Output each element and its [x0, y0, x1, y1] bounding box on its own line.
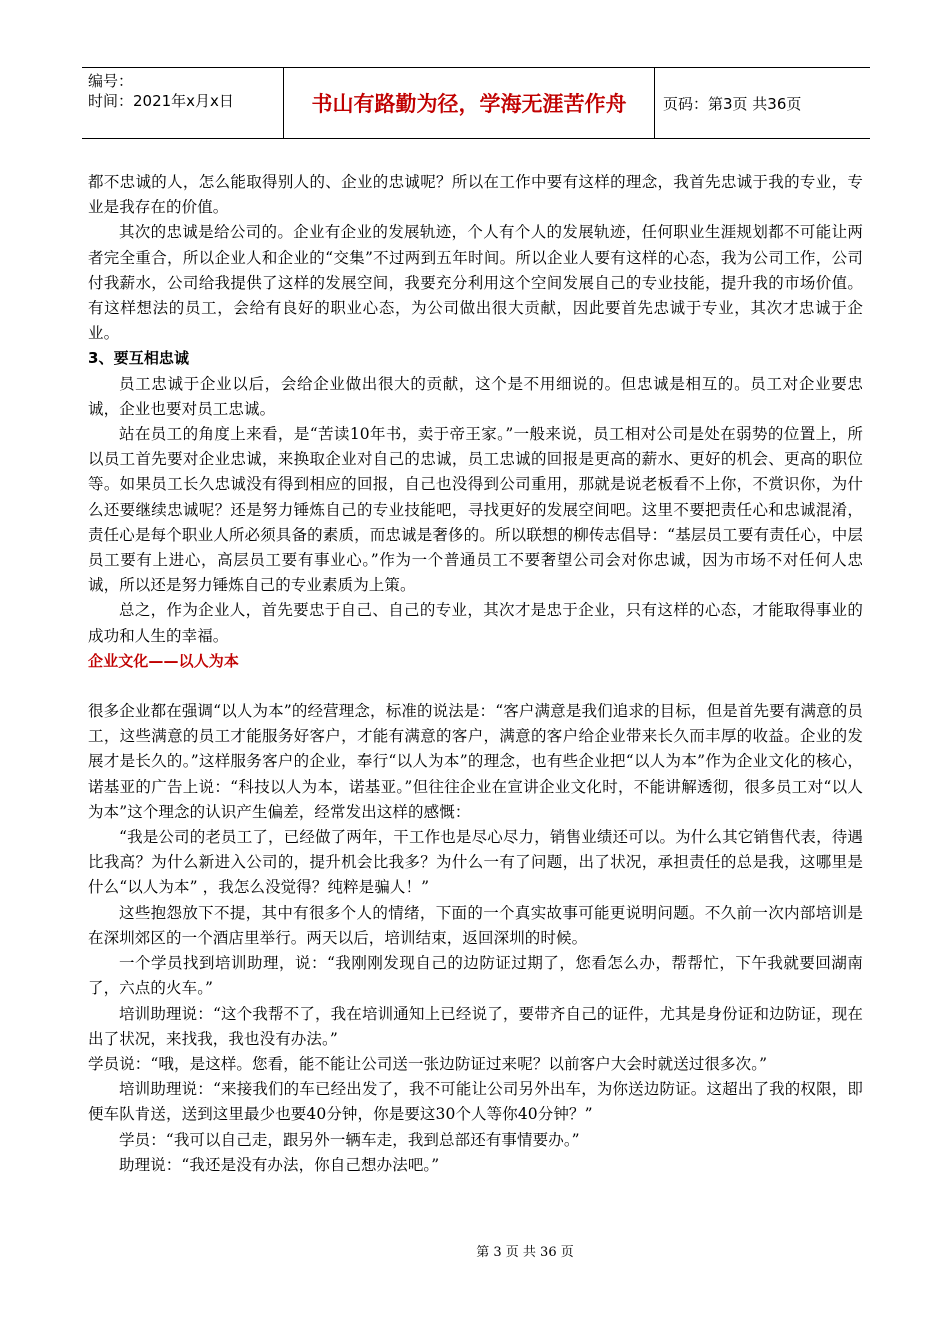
- header-page-info: 页码：第3页 共36页: [663, 94, 802, 113]
- paragraph: 很多企业都在强调“以人为本”的经营理念，标准的说法是：“客户满意是我们追求的目标，但是首先要有满意的员工，这些满意的员工才能服务好客户，才能有满意的客户，满意的客户给企业带来长久而丰厚的收益。企业的发展才是长久的。”这样服务客户的企业，奉行“以人为本”的理念，也有些企业把“以人为本”作为企业文化的核心，诺基亚的广告上说：“科技以人为本，诺基亚。”但往往企业在宣讲企业文化时，不能讲解透彻，很多员工对“以人为本”这个理念的认识产生偏差，经常发出这样的感慨：: [88, 702, 863, 821]
- paragraph: 一个学员找到培训助理，说：“我刚刚发现自己的边防证过期了，您看怎么办，帮帮忙，下午我就要回湖南了，六点的火车。”: [88, 954, 863, 998]
- document-number-label: 编号：: [88, 72, 134, 90]
- paragraph: 站在员工的角度上来看，是“苦读10年书，卖于帝王家。”一般来说，员工相对公司是处在弱势的位置上，所以员工首先要对企业忠诚，来换取企业对自己的忠诚，员工忠诚的回报是更高的薪水、更好的机会、更高的职位等。如果员工长久忠诚没有得到相应的回报，自己也没得到公司重用，那就是说老板看不上你，不赏识你，为什么还要继续忠诚呢？还是努力锤炼自己的专业技能吧，寻找更好的发展空间吧。这里不要把责任心和忠诚混淆，责任心是每个职业人所必须具备的素质，而忠诚是奢侈的。所以联想的柳传志倡导：“基层员工要有责任心，中层员工要有上进心，高层员工要有事业心。”作为一个普通员工不要奢望公司会对你忠诚，因为市场不对任何人忠诚，所以还是努力锤炼自己的专业素质为上策。: [88, 425, 863, 595]
- paragraph: 都不忠诚的人，怎么能取得别人的、企业的忠诚呢？所以在工作中要有这样的理念，我首先忠诚于我的专业，专业是我存在的价值。: [88, 173, 863, 217]
- paragraph: 助理说：“我还是没有办法，你自己想办法吧。”: [119, 1155, 440, 1174]
- section-heading: 3、要互相忠诚: [88, 349, 190, 368]
- paragraph: 员工忠诚于企业以后，会给企业做出很大的贡献，这个是不用细说的。但忠诚是相互的。员工对企业要忠诚，企业也要对员工忠诚。: [88, 374, 863, 418]
- paragraph: 其次的忠诚是给公司的。企业有企业的发展轨迹，个人有个人的发展轨迹，任何职业生涯规划都不可能让两者完全重合，所以企业人和企业的“交集”不过两到五年时间。所以企业人要有这样的心态，我为公司工作，公司付我薪水，公司给我提供了这样的发展空间，我要充分利用这个空间发展自己的专业技能，提升我的市场价值。有这样想法的员工，会给有良好的职业心态，为公司做出很大贡献，因此要首先忠诚于专业，其次才忠诚于企业。: [88, 223, 863, 343]
- blank-line: [88, 674, 863, 699]
- paragraph: 学员：“我可以自己走，跟另外一辆车走，我到总部还有事情要办。”: [119, 1130, 580, 1149]
- paragraph: 总之，作为企业人，首先要忠于自己、自己的专业，其次才是忠于企业，只有这样的心态，才能取得事业的成功和人生的幸福。: [88, 601, 863, 645]
- document-body: [88, 170, 863, 1178]
- paragraph: 学员说：“哦，是这样。您看，能不能让公司送一张边防证过来呢？以前客户大会时就送过很多次。”: [88, 1054, 768, 1073]
- document-date-label: 时间：2021年x月x日: [88, 92, 234, 110]
- header-meta: [82, 68, 284, 138]
- paragraph: 培训助理说：“这个我帮不了，我在培训通知上已经说了，要带齐自己的证件，尤其是身份证和边防证，现在出了状况，来找我，我也没有办法。”: [88, 1004, 863, 1048]
- page-header: [82, 67, 870, 139]
- header-motto: 书山有路勤为径，学海无涯苦作舟: [284, 68, 655, 138]
- paragraph: 培训助理说：“来接我们的车已经出发了，我不可能让公司另外出车，为你送边防证。这超出了我的权限，即便车队肯送，送到这里最少也要40分钟，你是要这30个人等你40分钟？”: [88, 1080, 863, 1124]
- page-footer: 第 3 页 共 36 页: [476, 1245, 574, 1260]
- paragraph: 这些抱怨放下不提，其中有很多个人的情绪，下面的一个真实故事可能更说明问题。不久前一次内部培训是在深圳郊区的一个酒店里举行。两天以后，培训结束，返回深圳的时候。: [88, 903, 863, 947]
- quote-paragraph: “我是公司的老员工了，已经做了两年，干工作也是尽心尽力，销售业绩还可以。为什么其它销售代表，待遇比我高？为什么新进入公司的，提升机会比我多？为什么一有了问题，出了状况，承担责任的总是我，这哪里是什么“以人为本” ，我怎么没觉得？纯粹是骗人！”: [88, 828, 863, 897]
- section-heading-culture: 企业文化——以人为本: [88, 651, 240, 670]
